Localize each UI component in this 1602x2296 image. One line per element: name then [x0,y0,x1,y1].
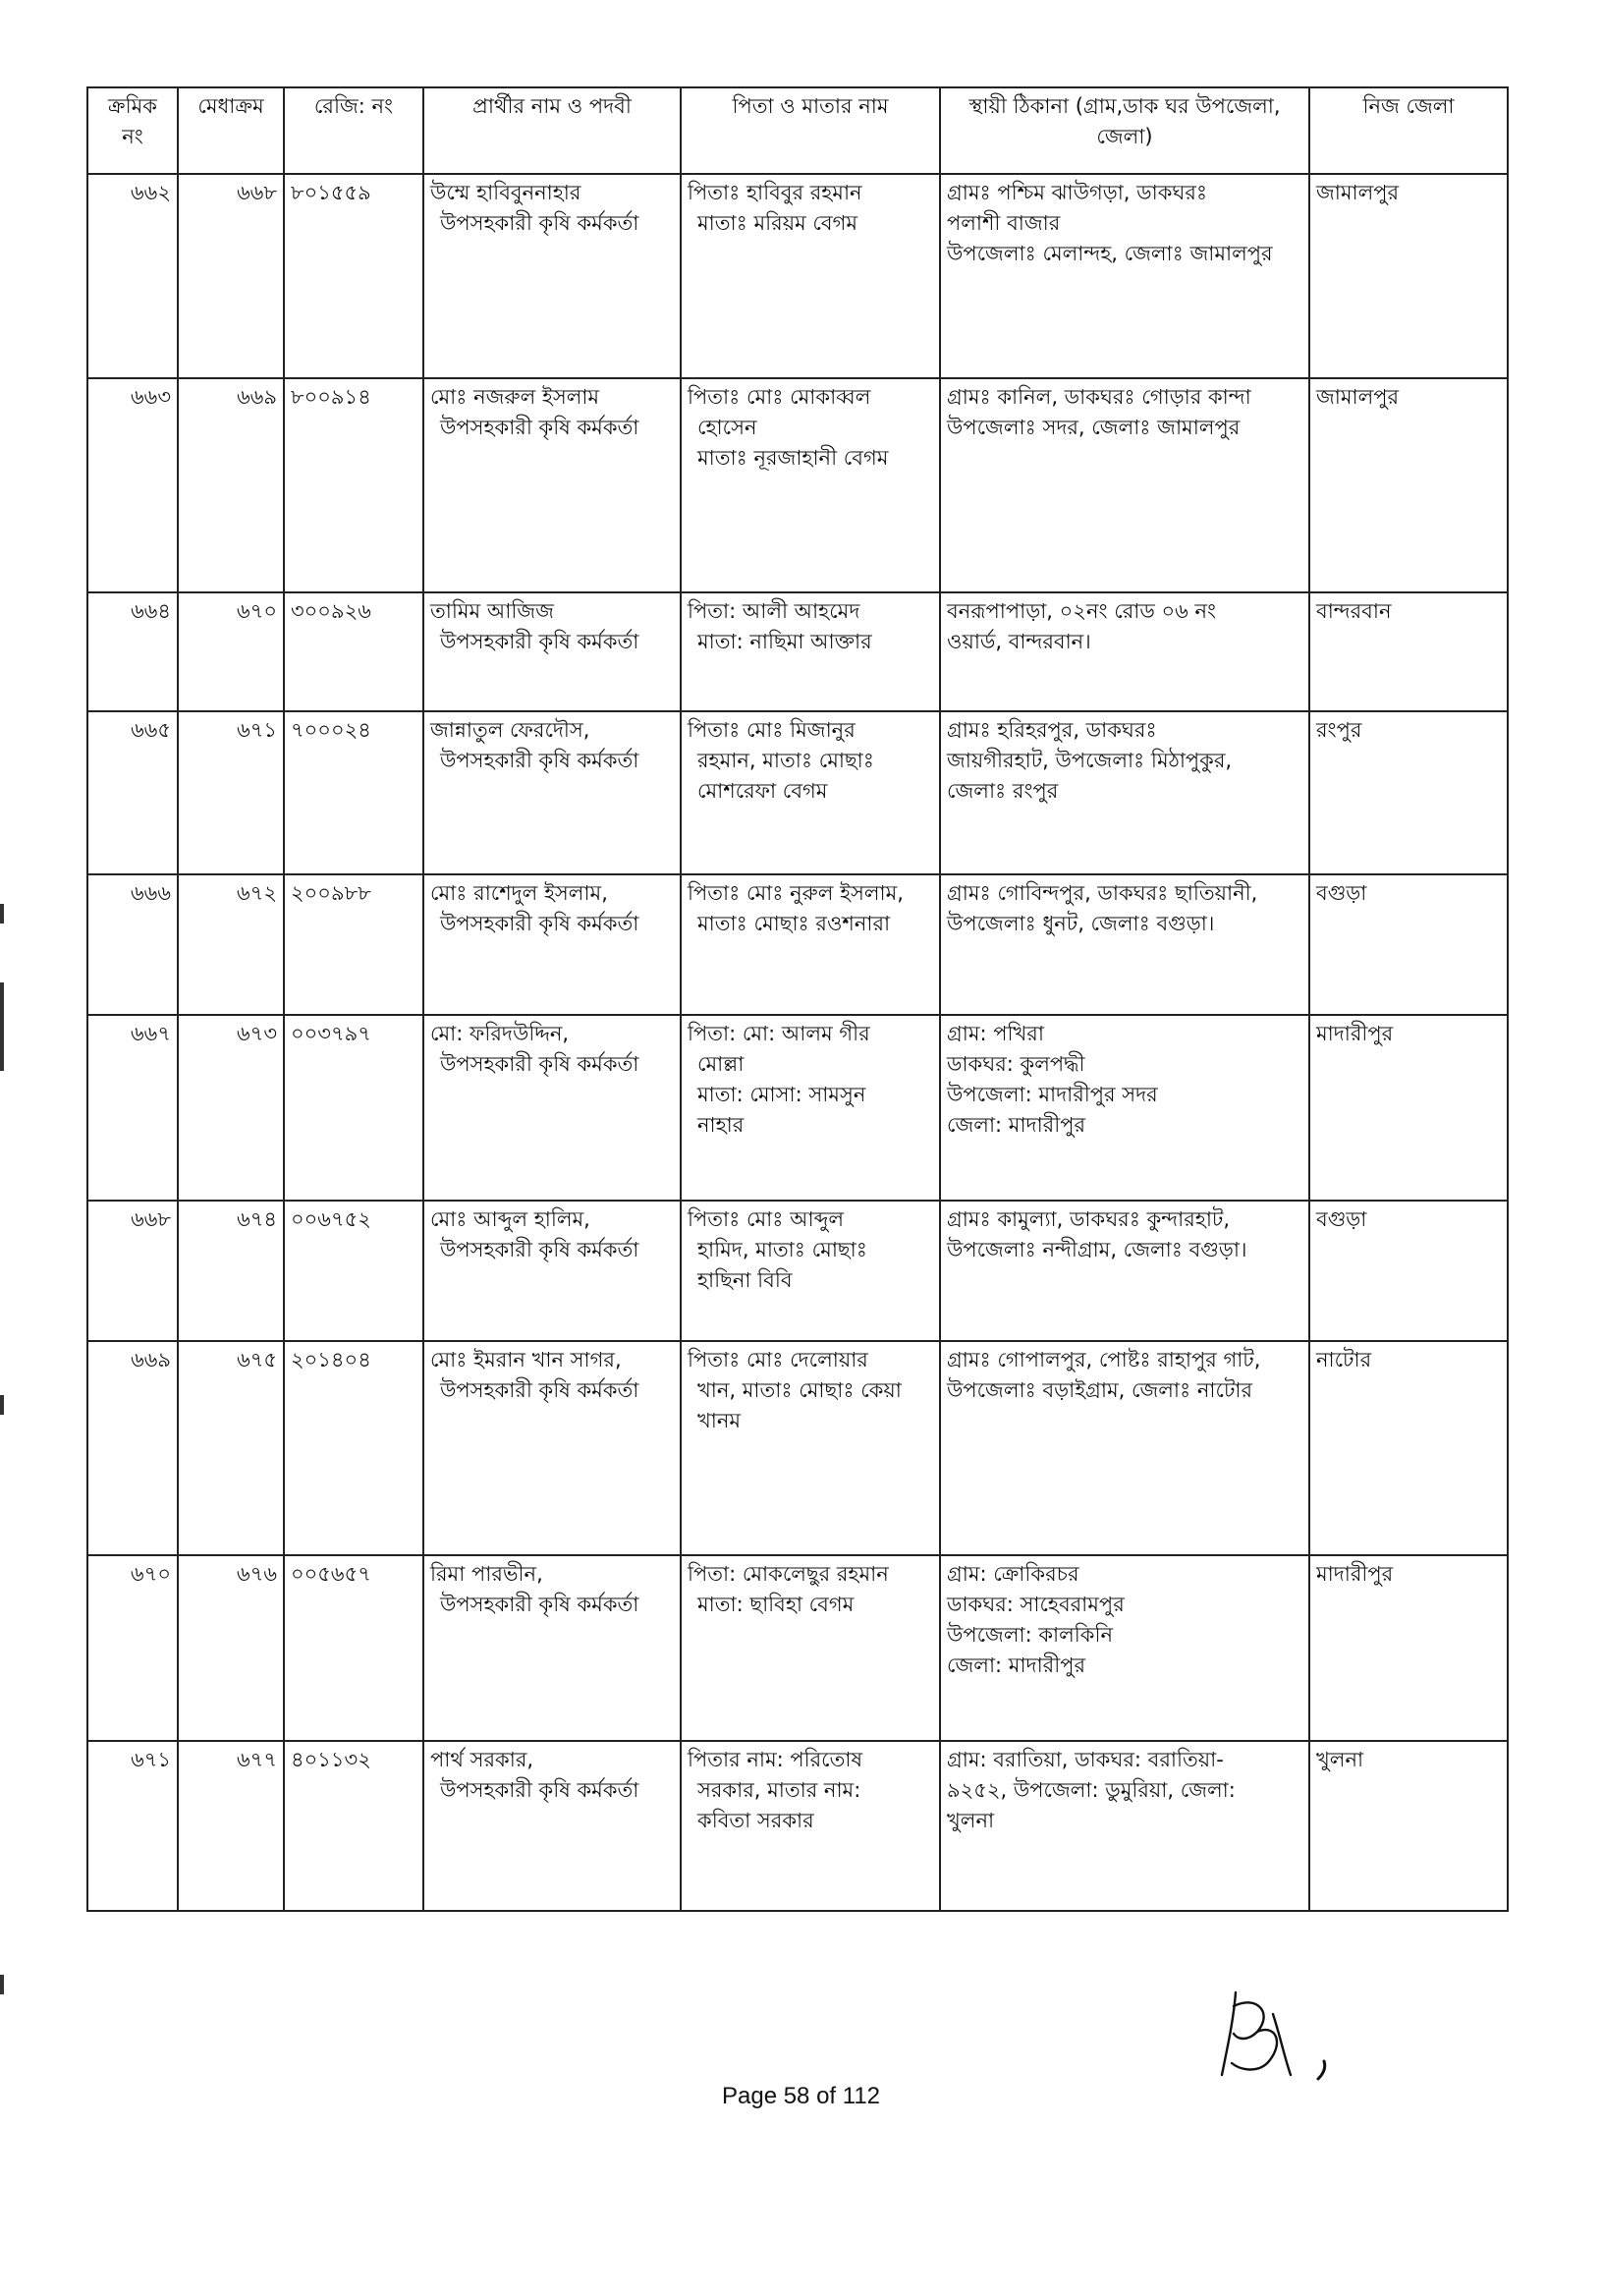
parents-line: মাতা: মোসা: সামসুন [697,1083,866,1107]
serial-cell: ৬৬৩ [87,378,178,592]
edge-mark [0,904,4,924]
header-parents: পিতা ও মাতার নাম [681,87,940,174]
name-line: উপসহকারী কৃষি কর্মকর্তা [440,211,639,236]
parents-line: হোসেন [697,416,757,440]
page-number: Page 58 of 112 [721,2083,881,2109]
address-line: গ্রামঃ হরিহরপুর, ডাকঘরঃ [947,718,1157,742]
name-line: উপসহকারী কৃষি কর্মকর্তা [440,1778,639,1803]
address-line: জেলা: মাদারীপুর [947,1113,1086,1138]
parents-line: পিতাঃ মোঃ মোকাব্বল [688,385,871,409]
edge-mark [0,1975,4,1994]
address-line: গ্রামঃ কানিল, ডাকঘরঃ গোড়ার কান্দা [947,385,1251,409]
address-line: উপজেলাঃ বড়াইগ্রাম, জেলাঃ নাটোর [947,1378,1253,1403]
address-line: গ্রামঃ পশ্চিম ঝাউগড়া, ডাকঘরঃ [947,181,1208,204]
address-cell [940,378,1309,592]
address-line: ওয়ার্ড, বান্দরবান। [947,630,1091,654]
table-row [87,874,1508,1015]
name-cell [423,1201,681,1341]
parents-line: মাতা: নাছিমা আক্তার [697,630,872,654]
address-cell [940,592,1309,711]
name-line: উপসহকারী কৃষি কর্মকর্তা [440,630,639,654]
parents-line: পিতার নাম: পরিতোষ [688,1748,863,1771]
table-row [87,1341,1508,1555]
parents-line: খানম [697,1409,742,1433]
address-line: ৯২৫২, উপজেলা: ডুমুরিয়া, জেলা: [947,1778,1236,1803]
address-line: গ্রামঃ গোবিন্দপুর, ডাকঘরঃ ছাতিয়ানী, [947,881,1258,905]
address-line: জায়গীরহাট, উপজেলাঃ মিঠাপুকুর, [947,749,1233,773]
reg-cell: ২০০৯৮৮ [284,874,423,1015]
parents-line: মাতাঃ মরিয়ম বেগম [697,211,858,236]
merit-cell: ৬৭৭ [178,1741,284,1911]
name-line: উম্মে হাবিবুননাহার [430,181,581,204]
name-cell [423,174,681,378]
name-line: উপসহকারী কৃষি কর্মকর্তা [440,1593,639,1617]
district-cell: মাদারীপুর [1309,1015,1508,1201]
address-line: গ্রামঃ গোপালপুর, পোষ্টঃ রাহাপুর গাট, [947,1348,1261,1372]
name-cell [423,1341,681,1555]
serial-cell: ৬৬৪ [87,592,178,711]
parents-line: পিতাঃ মোঃ নুরুল ইসলাম, [688,881,904,905]
address-cell [940,1555,1309,1741]
address-line: উপজেলাঃ মেলান্দহ, জেলাঃ জামালপুর [947,242,1273,266]
address-cell [940,874,1309,1015]
table-row [87,1015,1508,1201]
parents-line: হামিদ, মাতাঃ মোছাঃ [697,1238,867,1262]
parents-line: নাহার [697,1113,745,1138]
parents-line: সরকার, মাতার নাম: [697,1778,861,1803]
merit-cell: ৬৬৮ [178,174,284,378]
parents-line: হাছিনা বিবি [697,1268,793,1293]
parents-line: পিতাঃ মোঃ মিজানুর [688,718,856,742]
address-line: পলাশী বাজার [947,211,1061,236]
address-line: খুলনা [947,1809,995,1833]
reg-cell: ০০৬৭৫২ [284,1201,423,1341]
parents-cell [681,174,940,378]
address-line: গ্রামঃ কামুল্যা, ডাকঘরঃ কুন্দারহাট, [947,1207,1231,1231]
name-line: মোঃ রাশেদুল ইসলাম, [430,881,608,905]
edge-mark [0,1395,4,1415]
address-line: উপজেলাঃ ধুনট, জেলাঃ বগুড়া। [947,912,1215,936]
address-cell [940,1741,1309,1911]
merit-cell: ৬৭২ [178,874,284,1015]
address-line: উপজেলাঃ নন্দীগ্রাম, জেলাঃ বগুড়া। [947,1238,1247,1262]
reg-cell: ০০৩৭৯৭ [284,1015,423,1201]
header-serial: ক্রমিক নং [87,87,178,174]
address-cell [940,174,1309,378]
address-line: ডাকঘর: সাহেবরামপুর [947,1593,1125,1617]
district-cell: বগুড়া [1309,874,1508,1015]
address-line: গ্রাম: পখিরা [947,1022,1044,1045]
table-row [87,711,1508,874]
reg-cell: ৮০১৫৫৯ [284,174,423,378]
table-row [87,378,1508,592]
parents-line: পিতাঃ মোঃ আব্দুল [688,1207,845,1231]
serial-cell: ৬৭১ [87,1741,178,1911]
name-line: উপসহকারী কৃষি কর্মকর্তা [440,912,639,936]
name-cell [423,592,681,711]
parents-line: কবিতা সরকার [697,1809,814,1833]
district-cell: বগুড়া [1309,1201,1508,1341]
reg-cell: ৮০০৯১৪ [284,378,423,592]
address-line: উপজেলা: কালকিনি [947,1623,1113,1648]
merit-cell: ৬৭৬ [178,1555,284,1741]
name-cell [423,874,681,1015]
name-cell [423,1555,681,1741]
table-row [87,1555,1508,1741]
edge-mark [0,982,4,1071]
parents-cell [681,1741,940,1911]
merit-cell: ৬৭৪ [178,1201,284,1341]
header-merit: মেধাক্রম [178,87,284,174]
merit-cell: ৬৭৫ [178,1341,284,1555]
table-row [87,174,1508,378]
name-cell [423,1741,681,1911]
parents-line: পিতাঃ মোঃ দেলোয়ার [688,1348,868,1372]
name-line: মোঃ ইমরান খান সাগর, [430,1348,622,1372]
parents-line: মোশরেফা বেগম [697,779,828,804]
address-cell [940,1201,1309,1341]
name-cell [423,378,681,592]
merit-cell: ৬৭১ [178,711,284,874]
serial-cell: ৬৬৮ [87,1201,178,1341]
district-cell: মাদারীপুর [1309,1555,1508,1741]
table-row [87,1201,1508,1341]
serial-cell: ৬৬২ [87,174,178,378]
header-reg: রেজি: নং [284,87,423,174]
parents-cell [681,1015,940,1201]
reg-cell: ৭০০০২৪ [284,711,423,874]
name-line: পার্থ সরকার, [430,1748,534,1771]
name-line: উপসহকারী কৃষি কর্মকর্তা [440,1238,639,1262]
address-line: উপজেলা: মাদারীপুর সদর [947,1083,1158,1107]
address-line: বনরূপাপাড়া, ০২নং রোড ০৬ নং [947,599,1217,623]
header-name: প্রার্থীর নাম ও পদবী [423,87,681,174]
header-district: নিজ জেলা [1309,87,1508,174]
table-row [87,1741,1508,1911]
name-line: মোঃ নজরুল ইসলাম [430,385,600,409]
address-line: জেলা: মাদারীপুর [947,1653,1086,1678]
reg-cell: ২০১৪০৪ [284,1341,423,1555]
name-line: উপসহকারী কৃষি কর্মকর্তা [440,1052,639,1077]
district-cell: বান্দরবান [1309,592,1508,711]
parents-line: মাতাঃ নূরজাহানী বেগম [697,446,889,471]
name-line: উপসহকারী কৃষি কর্মকর্তা [440,416,639,440]
parents-cell [681,1555,940,1741]
name-cell [423,1015,681,1201]
serial-cell: ৬৭০ [87,1555,178,1741]
address-cell [940,1341,1309,1555]
parents-line: মাতা: ছাবিহা বেগম [697,1593,855,1617]
serial-cell: ৬৬৬ [87,874,178,1015]
merit-cell: ৬৭০ [178,592,284,711]
parents-cell [681,378,940,592]
name-cell [423,711,681,874]
reg-cell: ০০৫৬৫৭ [284,1555,423,1741]
parents-line: খান, মাতাঃ মোছাঃ কেয়া [697,1378,902,1403]
district-cell: নাটোর [1309,1341,1508,1555]
serial-cell: ৬৬৫ [87,711,178,874]
address-line: উপজেলাঃ সদর, জেলাঃ জামালপুর [947,416,1241,440]
address-line: গ্রাম: ক্রোকিরচর [947,1562,1079,1586]
address-line: ডাকঘর: কুলপদ্ধী [947,1052,1085,1077]
district-cell: জামালপুর [1309,174,1508,378]
name-line: তামিম আজিজ [430,599,554,623]
district-cell: খুলনা [1309,1741,1508,1911]
address-line: জেলাঃ রংপুর [947,779,1059,804]
address-cell [940,711,1309,874]
name-line: উপসহকারী কৃষি কর্মকর্তা [440,749,639,773]
name-line: রিমা পারভীন, [430,1562,543,1586]
serial-cell: ৬৬৭ [87,1015,178,1201]
name-line: উপসহকারী কৃষি কর্মকর্তা [440,1378,639,1403]
merit-cell: ৬৬৯ [178,378,284,592]
address-cell [940,1015,1309,1201]
parents-cell [681,1341,940,1555]
parents-line: মাতাঃ মোছাঃ রওশনারা [697,912,891,936]
signature-icon [1214,1985,1342,2083]
address-line: গ্রাম: বরাতিয়া, ডাকঘর: বরাতিয়া- [947,1748,1224,1771]
parents-line: পিতাঃ হাবিবুর রহমান [688,181,862,204]
header-address: স্থায়ী ঠিকানা (গ্রাম,ডাক ঘর উপজেলা, জেলা) [940,87,1309,174]
parents-line: মোল্লা [697,1052,745,1077]
name-line: জান্নাতুল ফেরদৌস, [430,718,590,742]
table-row [87,592,1508,711]
reg-cell: ৪০১১৩২ [284,1741,423,1911]
parents-cell [681,874,940,1015]
parents-line: পিতা: মোকলেছুর রহমান [688,1562,889,1586]
serial-cell: ৬৬৯ [87,1341,178,1555]
name-line: মোঃ আব্দুল হালিম, [430,1207,590,1231]
reg-cell: ৩০০৯২৬ [284,592,423,711]
parents-line: পিতা: আলী আহমেদ [688,599,860,623]
table-header-row [87,87,1508,174]
parents-cell [681,592,940,711]
parents-cell [681,1201,940,1341]
parents-cell [681,711,940,874]
district-cell: রংপুর [1309,711,1508,874]
parents-line: পিতা: মো: আলম গীর [688,1022,870,1045]
merit-cell: ৬৭৩ [178,1015,284,1201]
name-line: মো: ফরিদউদ্দিন, [430,1022,570,1045]
parents-line: রহমান, মাতাঃ মোছাঃ [697,749,874,773]
candidate-table [86,86,1509,1912]
district-cell: জামালপুর [1309,378,1508,592]
